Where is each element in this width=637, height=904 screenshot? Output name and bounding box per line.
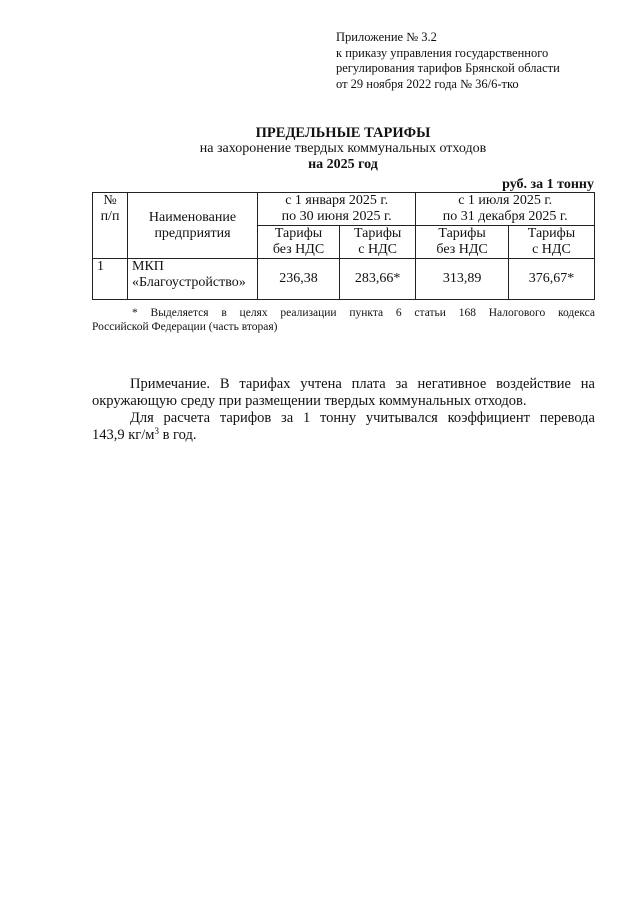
note-line: Примечание. В тарифах учтена плата за негативное воздействие на [130,376,595,392]
row-value: 236,38 [258,259,340,300]
row-num: 1 [93,259,128,300]
footnote-line: * Выделяется в целях реализации пункта 6 статьи 168 Налогового кодекса [132,307,595,319]
note-line: 143,9 $кг/м^3$ в год. [92,426,197,443]
note-line: окружающую среду при размещении твердых коммунальных отходов. [92,393,527,409]
document-year: на 2025 год [308,157,378,172]
row-value: 313,89 [416,259,509,300]
table-header-row [93,193,595,226]
row-name: МКП «Благоустройство» [128,259,258,300]
appendix-line: от 29 ноября 2022 года № 36/6-тко [336,76,519,91]
note-section [92,376,595,444]
header-period-1: с 1 января 2025 г. по 30 июня 2025 г. [258,193,416,226]
header-num: № п/п [93,193,128,259]
document-subtitle: на захоронение твердых коммунальных отходов [199,141,487,156]
appendix-line: к приказу управления государственного [336,45,549,60]
row-value: 283,66* [340,259,416,300]
tariff-table [92,192,595,300]
note-line: Для расчета тарифов за 1 тонну учитывался коэффициент перевода [130,410,595,426]
unit-label: руб. за 1 тонну [502,177,594,192]
header-tariff-col: Тарифы без НДС [258,226,340,259]
row-value: 376,67* [508,259,594,300]
header-tariff-col: Тарифы без НДС [416,226,509,259]
footnote [92,306,595,334]
header-tariff-col: Тарифы с НДС [340,226,416,259]
table-row [93,259,595,300]
header-period-2: с 1 июля 2025 г. по 31 декабря 2025 г. [416,193,595,226]
appendix-header [336,30,560,92]
appendix-line: регулирования тарифов Брянской области [336,61,560,75]
footnote-line: Российской Федерации (часть вторая) [92,321,278,333]
header-name: Наименование предприятия [128,193,258,259]
title-block [90,125,596,173]
header-tariff-col: Тарифы с НДС [508,226,594,259]
document-title: ПРЕДЕЛЬНЫЕ ТАРИФЫ [255,125,431,141]
appendix-line: Приложение № 3.2 [336,30,437,44]
